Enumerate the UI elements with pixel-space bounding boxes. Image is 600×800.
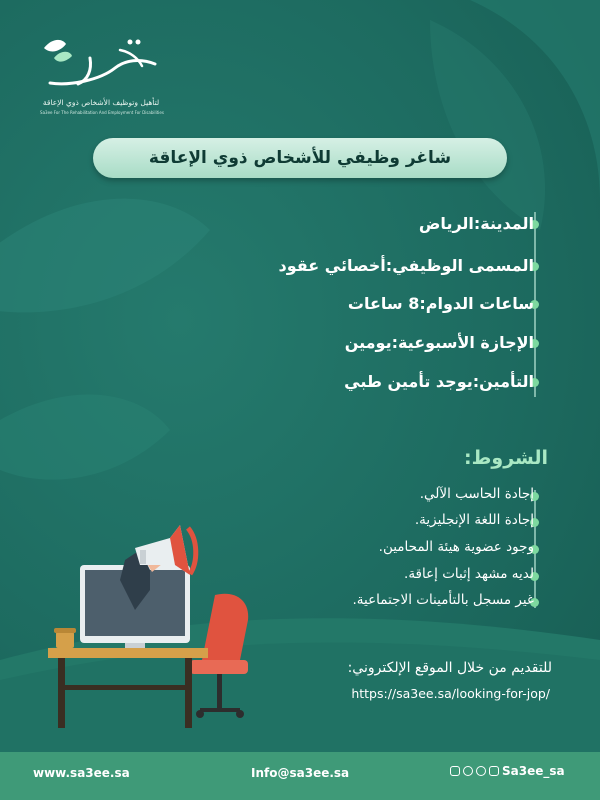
apply-link[interactable]: https://sa3ee.sa/looking-for-jop/ <box>351 686 550 701</box>
footer-social <box>450 764 565 778</box>
job-title: شاغر وظيفي للأشخاص ذوي الإعاقة <box>148 148 452 168</box>
instagram-icon[interactable] <box>450 766 460 776</box>
condition-item: لديه مشهد إثبات إعاقة. <box>404 566 534 582</box>
youtube-icon[interactable] <box>463 766 473 776</box>
condition-item: إجادة اللغة الإنجليزية. <box>414 512 534 528</box>
twitter-icon[interactable] <box>476 766 486 776</box>
social-handle[interactable]: Sa3ee_sa <box>502 764 565 778</box>
logo-tagline-en: Sa3ee For The Rehabilitation And Employment For Disabilities <box>40 110 164 115</box>
footer-email[interactable]: Info@sa3ee.sa <box>251 766 350 780</box>
condition-item: غير مسجل بالتأمينات الاجتماعية. <box>352 592 534 608</box>
condition-item: إجادة الحاسب الآلي. <box>419 486 534 502</box>
logo-tagline-ar: لتأهيل وتوظيف الأشخاص ذوي الإعاقة <box>42 98 160 107</box>
conditions-title: الشروط: <box>464 447 548 469</box>
detail-insurance: التأمين:يوجد تأمين طبي <box>344 372 534 391</box>
detail-job-title: المسمى الوظيفي:أخصائي عقود <box>278 256 534 275</box>
logo-mark <box>30 28 170 98</box>
footer-website[interactable]: www.sa3ee.sa <box>33 766 130 780</box>
apply-label: للتقديم من خلال الموقع الإلكتروني: <box>347 660 552 676</box>
sa3ee-logo <box>30 28 170 118</box>
condition-item: وجود عضوية هيئة المحامين. <box>378 539 534 555</box>
footer-bar <box>0 752 600 800</box>
detail-work-hours: ساعات الدوام:8 ساعات <box>347 294 534 313</box>
detail-city: المدينة:الرياض <box>418 214 534 233</box>
snapchat-icon[interactable] <box>489 766 499 776</box>
worker-illustration <box>40 520 280 735</box>
detail-weekly-leave: الإجازة الأسبوعية:يومين <box>344 333 534 352</box>
job-title-banner <box>93 138 507 178</box>
